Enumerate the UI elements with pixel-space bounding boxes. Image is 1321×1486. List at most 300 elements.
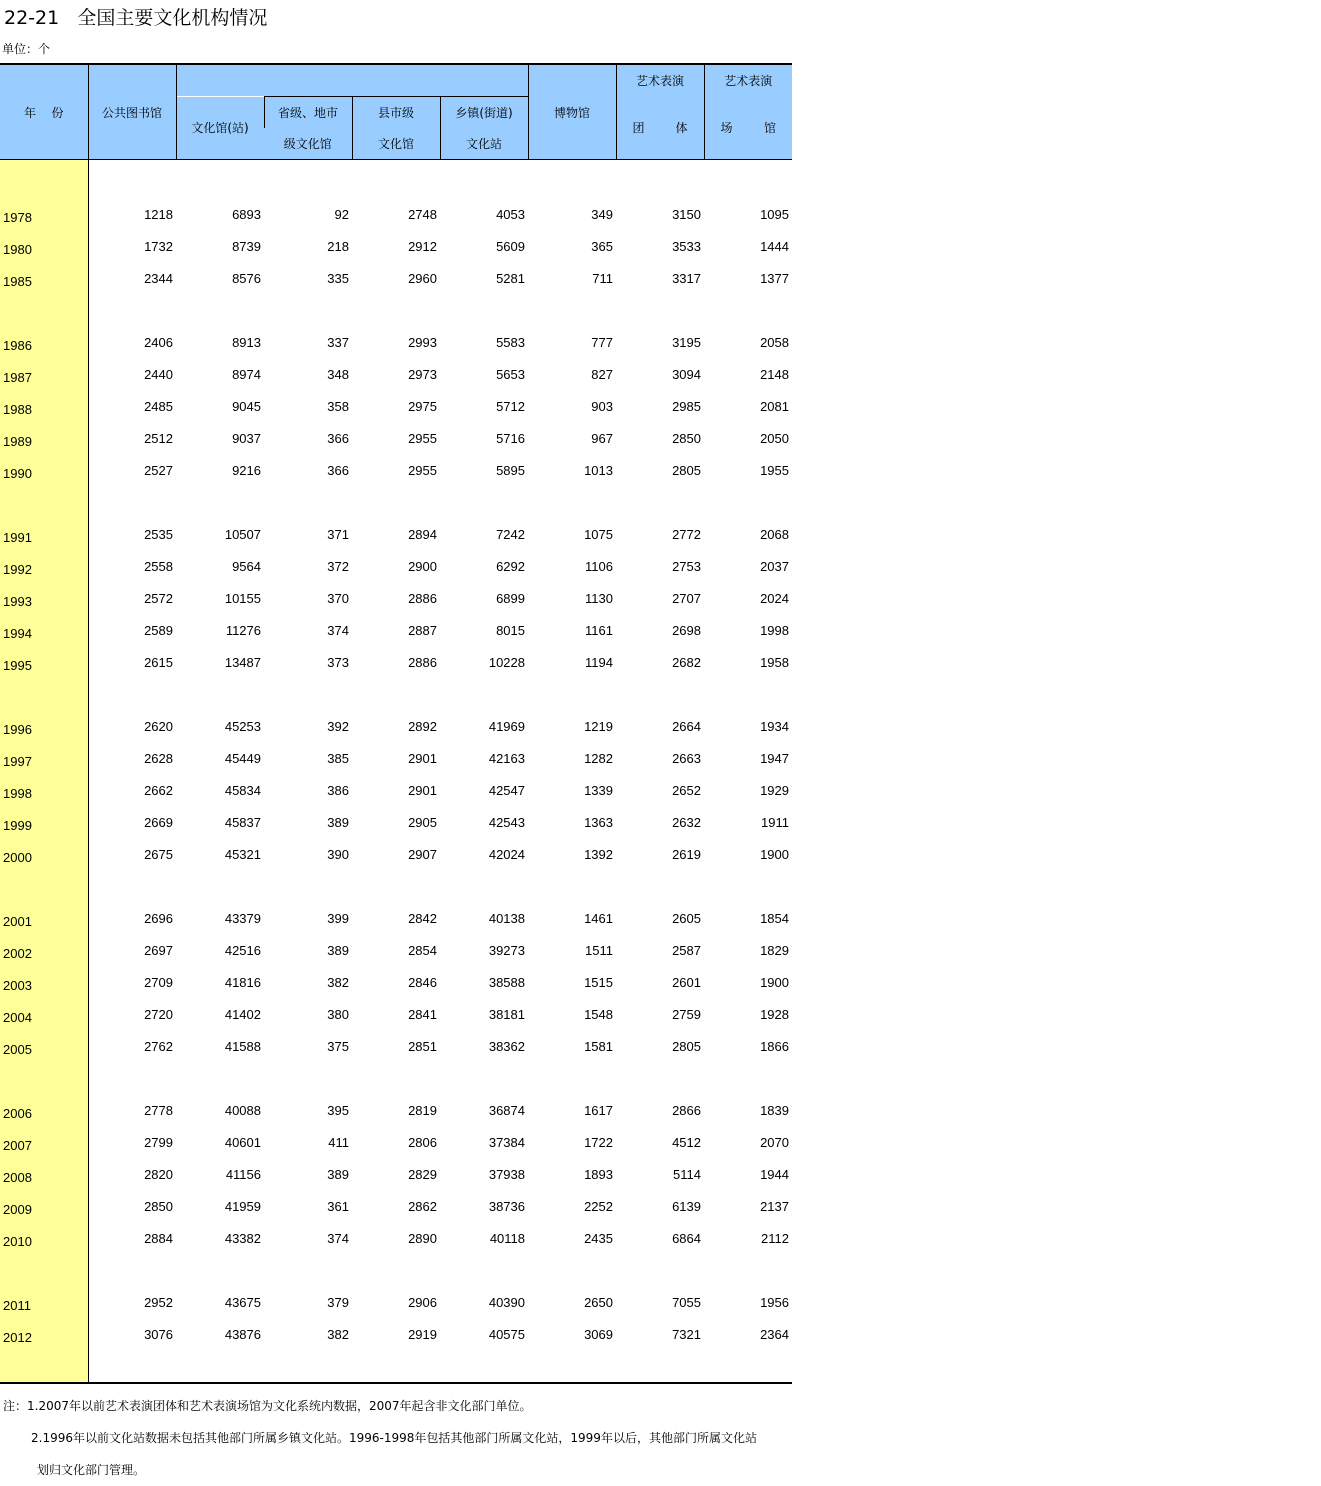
value-cell: 2851 bbox=[408, 1038, 437, 1054]
value-cell bbox=[616, 678, 704, 710]
value-cell: 1461 bbox=[584, 910, 613, 926]
value-cell: 9216 bbox=[232, 462, 261, 478]
value-cell bbox=[616, 486, 704, 518]
year-cell bbox=[0, 870, 88, 902]
value-cell bbox=[704, 1350, 792, 1383]
value-cell bbox=[352, 160, 440, 199]
value-cell: 6893 bbox=[232, 206, 261, 222]
table-spacer-row bbox=[0, 1350, 792, 1383]
value-cell: 2037 bbox=[760, 558, 789, 574]
value-cell: 10507 bbox=[224, 526, 261, 542]
value-cell: 5712 bbox=[496, 398, 525, 414]
value-cell: 7321 bbox=[672, 1326, 701, 1342]
header-troupe-b: 体 bbox=[675, 121, 688, 136]
value-cell: 2662 bbox=[144, 782, 173, 798]
value-cell: 2068 bbox=[760, 526, 789, 542]
value-cell: 2805 bbox=[672, 1038, 701, 1054]
value-cell bbox=[440, 1062, 528, 1094]
header-year-a: 年 bbox=[24, 105, 37, 120]
table-row bbox=[0, 998, 792, 1030]
value-cell: 2148 bbox=[760, 366, 789, 382]
value-cell: 380 bbox=[327, 1006, 349, 1022]
value-cell: 11276 bbox=[225, 622, 261, 638]
value-cell: 37938 bbox=[488, 1166, 525, 1182]
value-cell bbox=[176, 1350, 264, 1383]
value-cell: 2862 bbox=[408, 1198, 437, 1214]
value-cell: 2890 bbox=[408, 1230, 437, 1246]
table-row bbox=[0, 1190, 792, 1222]
year-cell: 1978 bbox=[0, 198, 88, 230]
value-cell bbox=[264, 1350, 352, 1383]
value-cell: 7242 bbox=[496, 526, 525, 542]
table-row bbox=[0, 646, 792, 678]
value-cell: 389 bbox=[327, 814, 349, 830]
value-cell bbox=[528, 870, 616, 902]
value-cell: 2650 bbox=[584, 1294, 613, 1310]
value-cell: 2605 bbox=[672, 910, 701, 926]
value-cell: 2952 bbox=[144, 1294, 173, 1310]
table-row bbox=[0, 1094, 792, 1126]
value-cell: 1944 bbox=[760, 1166, 789, 1182]
year-cell: 1980 bbox=[0, 230, 88, 262]
year-cell: 2004 bbox=[0, 998, 88, 1030]
value-cell: 38736 bbox=[488, 1198, 525, 1214]
value-cell: 361 bbox=[327, 1198, 349, 1214]
value-cell: 2664 bbox=[672, 718, 701, 734]
year-cell bbox=[0, 1254, 88, 1286]
value-cell: 43675 bbox=[224, 1294, 261, 1310]
header-cultural-group-top bbox=[176, 64, 528, 97]
value-cell bbox=[88, 486, 176, 518]
value-cell: 1900 bbox=[760, 846, 789, 862]
value-cell bbox=[616, 870, 704, 902]
value-cell bbox=[704, 1062, 792, 1094]
value-cell: 2975 bbox=[408, 398, 437, 414]
table-body bbox=[0, 160, 792, 1384]
value-cell: 386 bbox=[327, 782, 349, 798]
value-cell: 2632 bbox=[672, 814, 701, 830]
value-cell: 2364 bbox=[760, 1326, 789, 1342]
value-cell: 2887 bbox=[408, 622, 437, 638]
table-row bbox=[0, 198, 792, 230]
table-spacer-row bbox=[0, 1254, 792, 1286]
value-cell: 2829 bbox=[408, 1166, 437, 1182]
value-cell: 399 bbox=[327, 910, 349, 926]
header-year-b: 份 bbox=[51, 105, 64, 120]
value-cell: 41969 bbox=[488, 718, 525, 734]
year-cell: 1999 bbox=[0, 806, 88, 838]
value-cell bbox=[704, 486, 792, 518]
value-cell: 39273 bbox=[488, 942, 525, 958]
value-cell: 5653 bbox=[496, 366, 525, 382]
year-cell: 2006 bbox=[0, 1094, 88, 1126]
value-cell: 1511 bbox=[585, 942, 613, 958]
value-cell: 2846 bbox=[408, 974, 437, 990]
year-cell: 1997 bbox=[0, 742, 88, 774]
table-row bbox=[0, 966, 792, 998]
footnotes bbox=[0, 1390, 757, 1486]
header-county-a: 县市级 bbox=[352, 97, 440, 129]
value-cell: 2772 bbox=[672, 526, 701, 542]
value-cell: 2619 bbox=[672, 846, 701, 862]
value-cell: 3195 bbox=[672, 334, 701, 350]
table-row bbox=[0, 454, 792, 486]
table-row bbox=[0, 742, 792, 774]
value-cell bbox=[704, 294, 792, 326]
value-cell bbox=[704, 1254, 792, 1286]
value-cell: 2558 bbox=[144, 558, 173, 574]
value-cell: 1955 bbox=[760, 462, 789, 478]
value-cell: 41156 bbox=[225, 1166, 261, 1182]
value-cell bbox=[440, 870, 528, 902]
value-cell bbox=[264, 160, 352, 199]
value-cell: 2819 bbox=[408, 1102, 437, 1118]
table-row bbox=[0, 326, 792, 358]
year-cell bbox=[0, 160, 88, 199]
value-cell: 3094 bbox=[672, 366, 701, 382]
value-cell: 2615 bbox=[144, 654, 173, 670]
value-cell: 2696 bbox=[144, 910, 173, 926]
value-cell: 382 bbox=[327, 1326, 349, 1342]
value-cell: 2406 bbox=[144, 334, 173, 350]
value-cell: 5583 bbox=[496, 334, 525, 350]
value-cell: 10228 bbox=[488, 654, 525, 670]
year-cell: 1991 bbox=[0, 518, 88, 550]
value-cell: 1075 bbox=[584, 526, 613, 542]
value-cell: 3150 bbox=[672, 206, 701, 222]
footnote-2: 2.1996年以前文化站数据未包括其他部门所属乡镇文化站。1996-1998年包括其他部门所属文化站，1999年以后，其他部门所属文化站 bbox=[31, 1431, 757, 1445]
value-cell: 2675 bbox=[144, 846, 173, 862]
value-cell: 411 bbox=[328, 1134, 349, 1150]
table-row bbox=[0, 422, 792, 454]
value-cell: 2820 bbox=[144, 1166, 173, 1182]
value-cell bbox=[264, 1062, 352, 1094]
value-cell: 358 bbox=[327, 398, 349, 414]
value-cell bbox=[440, 294, 528, 326]
header-troupe bbox=[616, 97, 704, 160]
value-cell: 392 bbox=[327, 718, 349, 734]
value-cell: 1515 bbox=[584, 974, 613, 990]
header-venue-top: 艺术表演 bbox=[704, 64, 792, 97]
value-cell: 2709 bbox=[144, 974, 173, 990]
value-cell bbox=[88, 870, 176, 902]
value-cell bbox=[176, 160, 264, 199]
value-cell bbox=[528, 160, 616, 199]
value-cell: 2707 bbox=[672, 590, 701, 606]
value-cell: 2841 bbox=[408, 1006, 437, 1022]
value-cell: 2485 bbox=[144, 398, 173, 414]
table-row bbox=[0, 1126, 792, 1158]
value-cell: 2850 bbox=[672, 430, 701, 446]
value-cell: 366 bbox=[327, 462, 349, 478]
year-cell: 2011 bbox=[0, 1286, 88, 1318]
value-cell: 2905 bbox=[408, 814, 437, 830]
year-cell: 1996 bbox=[0, 710, 88, 742]
value-cell: 1282 bbox=[584, 750, 613, 766]
value-cell: 42024 bbox=[488, 846, 525, 862]
value-cell: 777 bbox=[591, 334, 613, 350]
value-cell: 1377 bbox=[760, 270, 789, 286]
value-cell: 1722 bbox=[584, 1134, 613, 1150]
value-cell: 45449 bbox=[224, 750, 261, 766]
value-cell bbox=[616, 160, 704, 199]
value-cell: 13487 bbox=[224, 654, 261, 670]
table-row bbox=[0, 358, 792, 390]
value-cell: 1829 bbox=[760, 942, 789, 958]
value-cell: 7055 bbox=[672, 1294, 701, 1310]
value-cell bbox=[528, 1062, 616, 1094]
value-cell: 1444 bbox=[760, 238, 789, 254]
value-cell: 1194 bbox=[585, 654, 613, 670]
value-cell: 1106 bbox=[585, 558, 613, 574]
year-cell: 1988 bbox=[0, 390, 88, 422]
value-cell: 370 bbox=[327, 590, 349, 606]
value-cell: 3076 bbox=[144, 1326, 173, 1342]
value-cell bbox=[352, 1062, 440, 1094]
value-cell: 2854 bbox=[408, 942, 437, 958]
value-cell: 92 bbox=[334, 206, 349, 222]
value-cell: 37384 bbox=[488, 1134, 525, 1150]
value-cell bbox=[352, 1254, 440, 1286]
value-cell: 2850 bbox=[144, 1198, 173, 1214]
value-cell: 2058 bbox=[760, 334, 789, 350]
value-cell: 3069 bbox=[584, 1326, 613, 1342]
value-cell: 389 bbox=[327, 1166, 349, 1182]
value-cell: 2762 bbox=[144, 1038, 173, 1054]
year-cell: 2007 bbox=[0, 1126, 88, 1158]
value-cell bbox=[528, 486, 616, 518]
value-cell: 218 bbox=[327, 238, 349, 254]
header-county-b: 文化馆 bbox=[352, 128, 440, 160]
value-cell: 2669 bbox=[144, 814, 173, 830]
value-cell bbox=[616, 294, 704, 326]
value-cell: 41959 bbox=[224, 1198, 261, 1214]
value-cell: 1956 bbox=[760, 1294, 789, 1310]
value-cell: 335 bbox=[327, 270, 349, 286]
value-cell: 6139 bbox=[672, 1198, 701, 1214]
year-cell: 1986 bbox=[0, 326, 88, 358]
value-cell bbox=[352, 870, 440, 902]
table-row bbox=[0, 774, 792, 806]
table-row bbox=[0, 550, 792, 582]
value-cell bbox=[176, 1062, 264, 1094]
value-cell: 2601 bbox=[672, 974, 701, 990]
header-provincial-b: 级文化馆 bbox=[264, 128, 352, 160]
value-cell bbox=[440, 1254, 528, 1286]
value-cell: 5281 bbox=[496, 270, 525, 286]
value-cell: 2866 bbox=[672, 1102, 701, 1118]
value-cell: 2894 bbox=[408, 526, 437, 542]
value-cell: 1363 bbox=[584, 814, 613, 830]
value-cell: 43876 bbox=[224, 1326, 261, 1342]
table-row bbox=[0, 582, 792, 614]
value-cell: 2024 bbox=[760, 590, 789, 606]
value-cell: 8576 bbox=[232, 270, 261, 286]
value-cell: 379 bbox=[327, 1294, 349, 1310]
value-cell: 1581 bbox=[584, 1038, 613, 1054]
table-header bbox=[0, 64, 792, 160]
table-row bbox=[0, 902, 792, 934]
value-cell bbox=[440, 160, 528, 199]
value-cell: 1998 bbox=[760, 622, 789, 638]
value-cell: 2620 bbox=[144, 718, 173, 734]
header-library: 公共图书馆 bbox=[88, 64, 176, 160]
year-cell: 1990 bbox=[0, 454, 88, 486]
value-cell: 374 bbox=[327, 1230, 349, 1246]
value-cell: 337 bbox=[327, 334, 349, 350]
value-cell bbox=[352, 678, 440, 710]
value-cell: 1219 bbox=[584, 718, 613, 734]
value-cell: 3317 bbox=[672, 270, 701, 286]
value-cell: 1854 bbox=[760, 910, 789, 926]
value-cell: 2050 bbox=[760, 430, 789, 446]
value-cell: 2112 bbox=[761, 1230, 789, 1246]
value-cell: 2720 bbox=[144, 1006, 173, 1022]
year-cell: 2000 bbox=[0, 838, 88, 870]
value-cell bbox=[88, 294, 176, 326]
value-cell bbox=[704, 870, 792, 902]
value-cell: 8913 bbox=[232, 334, 261, 350]
value-cell: 2759 bbox=[672, 1006, 701, 1022]
value-cell: 1893 bbox=[584, 1166, 613, 1182]
value-cell: 2892 bbox=[408, 718, 437, 734]
value-cell bbox=[528, 1350, 616, 1383]
value-cell bbox=[352, 486, 440, 518]
table-row bbox=[0, 934, 792, 966]
value-cell: 43379 bbox=[224, 910, 261, 926]
value-cell bbox=[704, 678, 792, 710]
header-provincial-a: 省级、地市 bbox=[264, 97, 352, 129]
table-row bbox=[0, 1158, 792, 1190]
value-cell: 2901 bbox=[408, 782, 437, 798]
table-row bbox=[0, 1222, 792, 1254]
value-cell: 1928 bbox=[760, 1006, 789, 1022]
value-cell: 2960 bbox=[408, 270, 437, 286]
value-cell: 2512 bbox=[144, 430, 173, 446]
header-venue bbox=[704, 97, 792, 160]
value-cell: 9037 bbox=[232, 430, 261, 446]
value-cell: 2805 bbox=[672, 462, 701, 478]
value-cell bbox=[88, 1350, 176, 1383]
value-cell: 2652 bbox=[672, 782, 701, 798]
year-cell: 1998 bbox=[0, 774, 88, 806]
year-cell: 1993 bbox=[0, 582, 88, 614]
value-cell: 2806 bbox=[408, 1134, 437, 1150]
header-township-b: 文化站 bbox=[440, 128, 528, 160]
value-cell: 2252 bbox=[584, 1198, 613, 1214]
value-cell: 1548 bbox=[584, 1006, 613, 1022]
year-cell: 1992 bbox=[0, 550, 88, 582]
value-cell bbox=[616, 1254, 704, 1286]
value-cell: 5716 bbox=[496, 430, 525, 446]
table-spacer-row bbox=[0, 1062, 792, 1094]
value-cell: 827 bbox=[591, 366, 613, 382]
year-cell bbox=[0, 1062, 88, 1094]
value-cell: 374 bbox=[327, 622, 349, 638]
year-cell: 2008 bbox=[0, 1158, 88, 1190]
value-cell: 8974 bbox=[232, 366, 261, 382]
header-troupe-top: 艺术表演 bbox=[616, 64, 704, 97]
year-cell: 2005 bbox=[0, 1030, 88, 1062]
value-cell: 1958 bbox=[760, 654, 789, 670]
value-cell: 2886 bbox=[408, 654, 437, 670]
table-row bbox=[0, 1286, 792, 1318]
value-cell: 2884 bbox=[144, 1230, 173, 1246]
value-cell: 390 bbox=[327, 846, 349, 862]
value-cell bbox=[176, 678, 264, 710]
value-cell bbox=[528, 294, 616, 326]
value-cell: 375 bbox=[327, 1038, 349, 1054]
value-cell: 45321 bbox=[224, 846, 261, 862]
table-spacer-row bbox=[0, 160, 792, 199]
value-cell: 2886 bbox=[408, 590, 437, 606]
value-cell bbox=[352, 1350, 440, 1383]
value-cell: 1839 bbox=[760, 1102, 789, 1118]
value-cell: 2137 bbox=[760, 1198, 789, 1214]
value-cell: 1900 bbox=[760, 974, 789, 990]
value-cell: 2697 bbox=[144, 942, 173, 958]
year-cell: 2009 bbox=[0, 1190, 88, 1222]
value-cell: 40118 bbox=[489, 1230, 525, 1246]
value-cell: 41588 bbox=[224, 1038, 261, 1054]
value-cell: 42547 bbox=[488, 782, 525, 798]
value-cell: 1947 bbox=[760, 750, 789, 766]
value-cell: 967 bbox=[591, 430, 613, 446]
value-cell: 1130 bbox=[585, 590, 613, 606]
header-year bbox=[0, 64, 88, 160]
value-cell: 365 bbox=[591, 238, 613, 254]
year-cell: 1987 bbox=[0, 358, 88, 390]
value-cell: 2799 bbox=[144, 1134, 173, 1150]
value-cell: 6899 bbox=[496, 590, 525, 606]
value-cell: 2973 bbox=[408, 366, 437, 382]
value-cell bbox=[88, 1254, 176, 1286]
year-cell bbox=[0, 486, 88, 518]
value-cell: 41816 bbox=[224, 974, 261, 990]
year-cell: 2001 bbox=[0, 902, 88, 934]
value-cell: 4053 bbox=[496, 206, 525, 222]
value-cell: 1392 bbox=[584, 846, 613, 862]
value-cell: 2778 bbox=[144, 1102, 173, 1118]
table-row bbox=[0, 806, 792, 838]
value-cell bbox=[264, 870, 352, 902]
value-cell: 2070 bbox=[760, 1134, 789, 1150]
value-cell: 6292 bbox=[496, 558, 525, 574]
value-cell: 5114 bbox=[673, 1166, 701, 1182]
value-cell: 2919 bbox=[408, 1326, 437, 1342]
value-cell: 2907 bbox=[408, 846, 437, 862]
value-cell: 366 bbox=[327, 430, 349, 446]
value-cell: 2081 bbox=[760, 398, 789, 414]
table-row bbox=[0, 1318, 792, 1350]
value-cell: 711 bbox=[592, 270, 613, 286]
table-row bbox=[0, 838, 792, 870]
value-cell: 2589 bbox=[144, 622, 173, 638]
value-cell: 42516 bbox=[224, 942, 261, 958]
value-cell: 389 bbox=[327, 942, 349, 958]
year-cell bbox=[0, 1350, 88, 1383]
year-cell: 1985 bbox=[0, 262, 88, 294]
value-cell: 40088 bbox=[224, 1102, 261, 1118]
value-cell: 2901 bbox=[408, 750, 437, 766]
year-cell bbox=[0, 678, 88, 710]
value-cell: 2440 bbox=[144, 366, 173, 382]
value-cell: 38181 bbox=[488, 1006, 525, 1022]
value-cell: 1095 bbox=[760, 206, 789, 222]
table-spacer-row bbox=[0, 486, 792, 518]
value-cell: 371 bbox=[327, 526, 349, 542]
value-cell: 5895 bbox=[496, 462, 525, 478]
